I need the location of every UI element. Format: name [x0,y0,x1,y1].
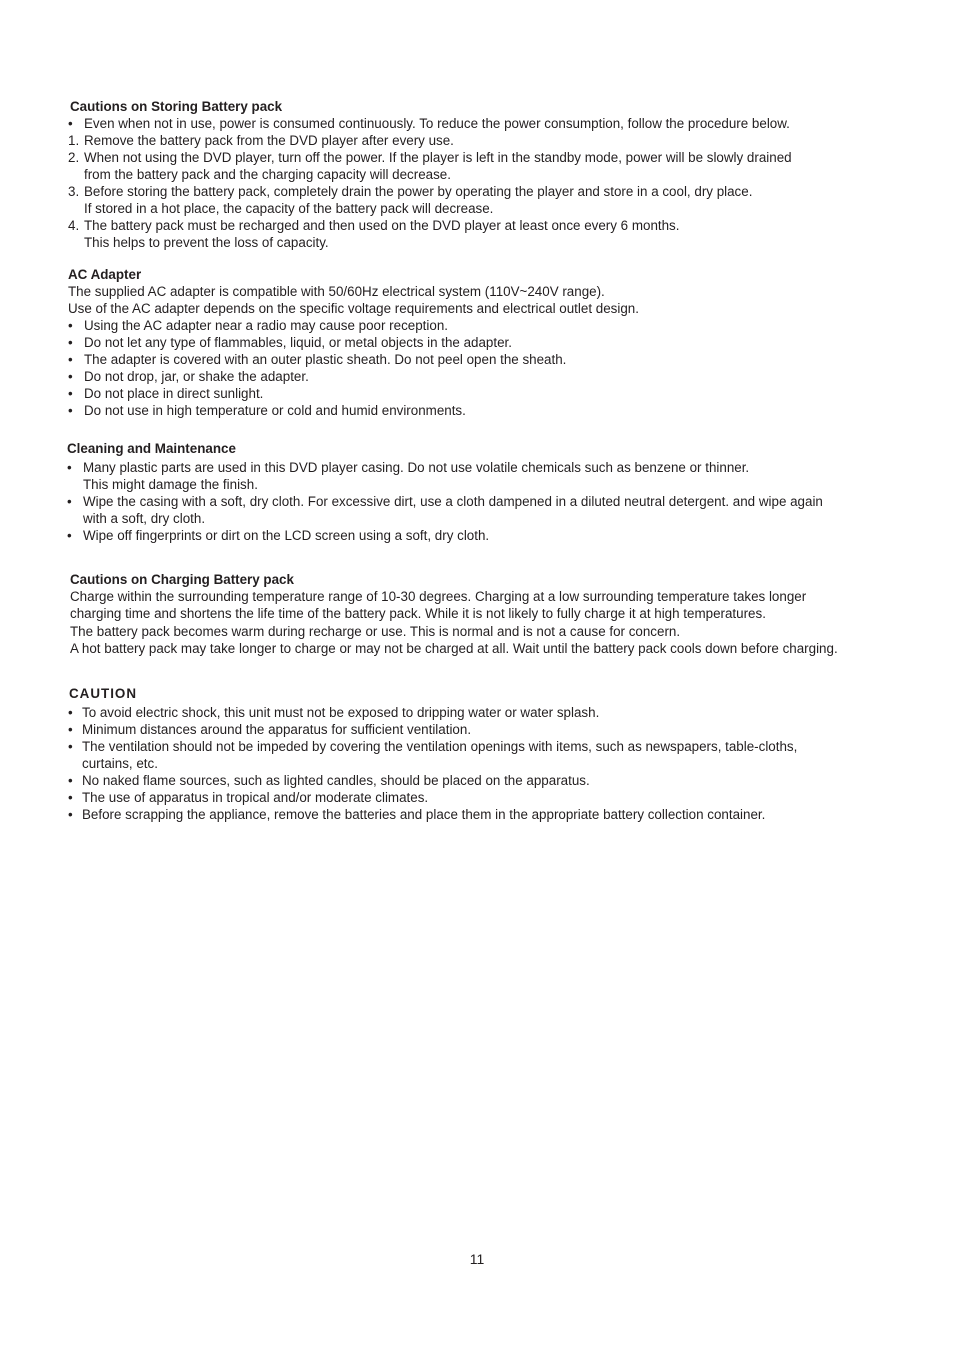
bullet-marker: • [68,403,73,418]
paragraph: The battery pack becomes warm during recharge or use. This is normal and is not a cause for concern. [70,624,681,639]
list-item-text: Wipe the casing with a soft, dry cloth. For excessive dirt, use a cloth dampened in a diluted neutral detergent. and wipe again with a soft, dry cloth. [83,494,823,526]
list-item-text: No naked flame sources, such as lighted candles, should be placed on the apparatus. [82,773,590,788]
bullet-marker: • [68,386,73,401]
list-item [68,704,890,721]
list-item [67,527,917,544]
list-item-text: Do not drop, jar, or shake the adapter. [84,369,309,384]
section-storing-battery [68,98,918,251]
list-item [68,351,918,368]
bullet-marker: • [68,807,73,822]
list-item-text: Using the AC adapter near a radio may cause poor reception. [84,318,448,333]
list-item [68,149,918,183]
paragraph: Charge within the surrounding temperature range of 10-30 degrees. Charging at a low surrounding temperature takes longer charging time and shortens the life time of the battery pack. While it is not likely to fully charge it at high temperatures. [70,589,807,621]
bullet-marker: • [68,318,73,333]
list-item-text: Before storing the battery pack, completely drain the power by operating the player and store in a cool, dry place. If stored in a hot place, the capacity of the battery pack will decrease. [84,184,753,216]
list-item [68,334,918,351]
section-caution [68,685,890,823]
list-item-text: Even when not in use, power is consumed continuously. To reduce the power consumption, follow the procedure below. [84,116,790,131]
list-item [68,385,918,402]
section-heading: Cautions on Charging Battery pack [70,572,294,587]
number-marker: 3. [68,184,80,199]
list-item-text: Do not use in high temperature or cold and humid environments. [84,403,466,418]
list-item [68,317,918,334]
list-item [68,738,890,772]
list-item [68,789,890,806]
list-item-text: Wipe off fingerprints or dirt on the LCD screen using a soft, dry cloth. [83,528,490,543]
list-item-text: The battery pack must be recharged and then used on the DVD player at least once every 6 months. This helps to prevent the loss of capacity. [84,218,680,250]
paragraph: Use of the AC adapter depends on the specific voltage requirements and electrical outlet design. [68,301,639,316]
bullet-marker: • [67,460,72,475]
section-cleaning-maintenance [67,440,917,544]
section-heading: Cautions on Storing Battery pack [70,99,283,114]
list-item-text: The adapter is covered with an outer plastic sheath. Do not peel open the sheath. [84,352,567,367]
bullet-marker: • [68,739,73,754]
number-marker: 2. [68,150,80,165]
list-item [68,402,918,419]
bullet-marker: • [68,335,73,350]
section-charging-battery [70,571,930,657]
list-item-text: When not using the DVD player, turn off the power. If the player is left in the standby mode, power will be slowly drained from the battery pack and the charging capacity will decrease. [84,150,792,182]
list-item [68,183,918,217]
page-number: 11 [469,1251,485,1267]
bullet-marker: • [68,369,73,384]
bullet-marker: • [67,528,72,543]
bullet-marker: • [68,352,73,367]
list-item-text: The ventilation should not be impeded by covering the ventilation openings with items, such as newspapers, table-cloths, curtains, etc. [82,739,798,771]
bullet-marker: • [68,790,73,805]
section-heading: Cleaning and Maintenance [67,441,236,456]
section-ac-adapter [68,266,918,419]
list-item [68,721,890,738]
list-item [68,115,918,132]
paragraph: The supplied AC adapter is compatible with 50/60Hz electrical system (110V~240V range). [68,284,605,299]
paragraph: A hot battery pack may take longer to charge or may not be charged at all. Wait until the battery pack cools down before charging. [70,641,838,656]
list-item [67,459,917,493]
bullet-marker: • [68,705,73,720]
list-item-text: Remove the battery pack from the DVD player after every use. [84,133,454,148]
number-marker: 1. [68,133,80,148]
bullet-marker: • [68,722,73,737]
section-heading: AC Adapter [68,267,142,282]
bullet-marker: • [68,773,73,788]
list-item-text: Do not place in direct sunlight. [84,386,264,401]
number-marker: 4. [68,218,80,233]
list-item [68,806,890,823]
list-item-text: Minimum distances around the apparatus for sufficient ventilation. [82,722,472,737]
list-item [67,493,917,527]
list-item [68,217,918,251]
list-item-text: Before scrapping the appliance, remove the batteries and place them in the appropriate battery collection container. [82,807,766,822]
list-item-text: Do not let any type of flammables, liquid, or metal objects in the adapter. [84,335,512,350]
bullet-marker: • [67,494,72,509]
list-item-text: The use of apparatus in tropical and/or moderate climates. [82,790,429,805]
section-heading: CAUTION [69,686,137,701]
bullet-marker: • [68,116,73,131]
list-item [68,772,890,789]
list-item [68,368,918,385]
list-item [68,132,918,149]
list-item-text: Many plastic parts are used in this DVD player casing. Do not use volatile chemicals such as benzene or thinner. This might damage the finish. [83,460,750,492]
list-item-text: To avoid electric shock, this unit must not be exposed to dripping water or water splash. [82,705,600,720]
